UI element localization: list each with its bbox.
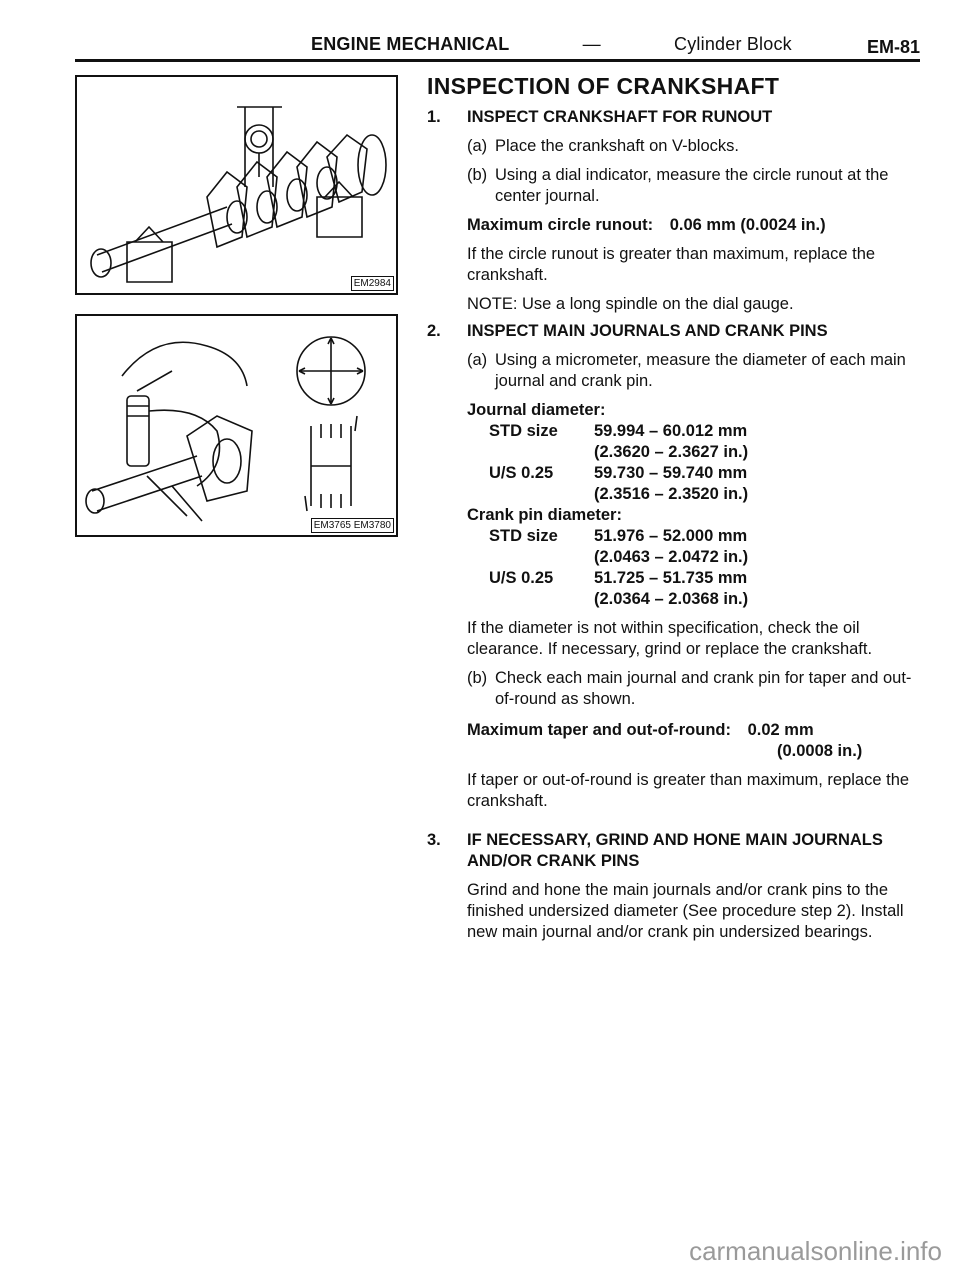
- step-3-heading: [427, 830, 927, 872]
- spec-key: STD size: [489, 422, 558, 440]
- main-content: [427, 74, 927, 943]
- step-1-item-a: [467, 136, 927, 157]
- spec-max-taper: [467, 720, 927, 741]
- item-text: Using a dial indicator, measure the circle runout at the center journal.: [495, 166, 889, 205]
- step-3-text: Grind and hone the main journals and/or crank pins to the finished undersized diameter (See procedure step 2). Install new main journal and/or crank pin undersized bearings.: [467, 881, 904, 941]
- step-2-item-b: [467, 668, 927, 710]
- step-1-note: NOTE: Use a long spindle on the dial gauge.: [467, 295, 794, 313]
- spec-value-inch: (2.3516 – 2.3520 in.): [594, 485, 749, 503]
- step-2-after-b: If taper or out-of-round is greater than maximum, replace the crankshaft.: [467, 771, 910, 810]
- spec-row: [467, 568, 927, 589]
- step-title: IF NECESSARY, GRIND AND HONE MAIN JOURNALS AND/OR CRANK PINS: [467, 831, 883, 870]
- spec-heading: Crank pin diameter:: [467, 506, 622, 524]
- spec-heading: Journal diameter:: [467, 401, 606, 419]
- step-title: INSPECT MAIN JOURNALS AND CRANK PINS: [467, 322, 828, 340]
- item-text: Using a micrometer, measure the diameter of each main journal and crank pin.: [495, 351, 906, 390]
- crankshaft-runout-illustration: [77, 77, 396, 293]
- spec-value: 59.730 – 59.740 mm: [594, 464, 748, 482]
- spec-label: Maximum taper and out-of-round:: [467, 721, 731, 739]
- step-number: 2.: [427, 322, 441, 340]
- spec-value-inch: (2.0463 – 2.0472 in.): [594, 548, 749, 566]
- spec-value-inch: (2.3620 – 2.3627 in.): [594, 443, 749, 461]
- header-title-sub: Cylinder Block: [674, 34, 792, 54]
- item-label: (a): [467, 137, 488, 155]
- spec-key: STD size: [489, 527, 558, 545]
- journal-measure-illustration: [77, 316, 396, 535]
- step-number: 3.: [427, 831, 441, 849]
- figure-code: EM2984: [351, 276, 394, 291]
- figure-journal-measure: [75, 314, 398, 537]
- spec-value: 51.725 – 51.735 mm: [594, 569, 748, 587]
- spec-key: U/S 0.25: [489, 569, 554, 587]
- section-title: INSPECTION OF CRANKSHAFT: [427, 73, 780, 99]
- step-2-heading: [427, 321, 927, 342]
- spec-value-inch: (0.0008 in.): [777, 742, 863, 760]
- spec-value-inch: (2.0364 – 2.0368 in.): [594, 590, 749, 608]
- step-number: 1.: [427, 108, 441, 126]
- step-1-after-text: If the circle runout is greater than maximum, replace the crankshaft.: [467, 245, 876, 284]
- figure-crankshaft-runout: [75, 75, 398, 295]
- step-1-item-b: [467, 165, 927, 207]
- watermark: carmanualsonline.info: [689, 1236, 942, 1266]
- item-label: (b): [467, 669, 488, 687]
- spec-label: Maximum circle runout:: [467, 216, 654, 234]
- journal-diameter-spec: [467, 400, 927, 505]
- spec-row: [467, 421, 927, 442]
- item-text: Place the crankshaft on V-blocks.: [495, 137, 739, 155]
- spec-row: [467, 526, 927, 547]
- header-title: [311, 34, 792, 55]
- spec-key: U/S 0.25: [489, 464, 554, 482]
- spec-value: 0.06 mm (0.0024 in.): [669, 216, 826, 234]
- step-title: INSPECT CRANKSHAFT FOR RUNOUT: [467, 108, 773, 126]
- header-title-separator: —: [577, 34, 607, 54]
- spec-value: 51.976 – 52.000 mm: [594, 527, 748, 545]
- item-text: Check each main journal and crank pin for taper and out-of-round as shown.: [495, 669, 912, 708]
- step-1-heading: [427, 107, 927, 128]
- item-label: (b): [467, 166, 488, 184]
- spec-max-runout: [467, 215, 927, 236]
- page-number: EM-81: [866, 37, 920, 57]
- page-header: [75, 28, 920, 62]
- header-rule: [75, 59, 920, 62]
- figure-code: EM3765 EM3780: [311, 518, 394, 533]
- spec-value: 0.02 mm: [747, 721, 814, 739]
- spec-row: [467, 463, 927, 484]
- step-2-after-a: If the diameter is not within specification, check the oil clearance. If necessary, grind or replace the crankshaft.: [467, 619, 873, 658]
- crankpin-diameter-spec: [467, 505, 927, 610]
- spec-value: 59.994 – 60.012 mm: [594, 422, 748, 440]
- header-title-main: ENGINE MECHANICAL: [311, 34, 510, 54]
- item-label: (a): [467, 351, 488, 369]
- step-2-item-a: [467, 350, 927, 392]
